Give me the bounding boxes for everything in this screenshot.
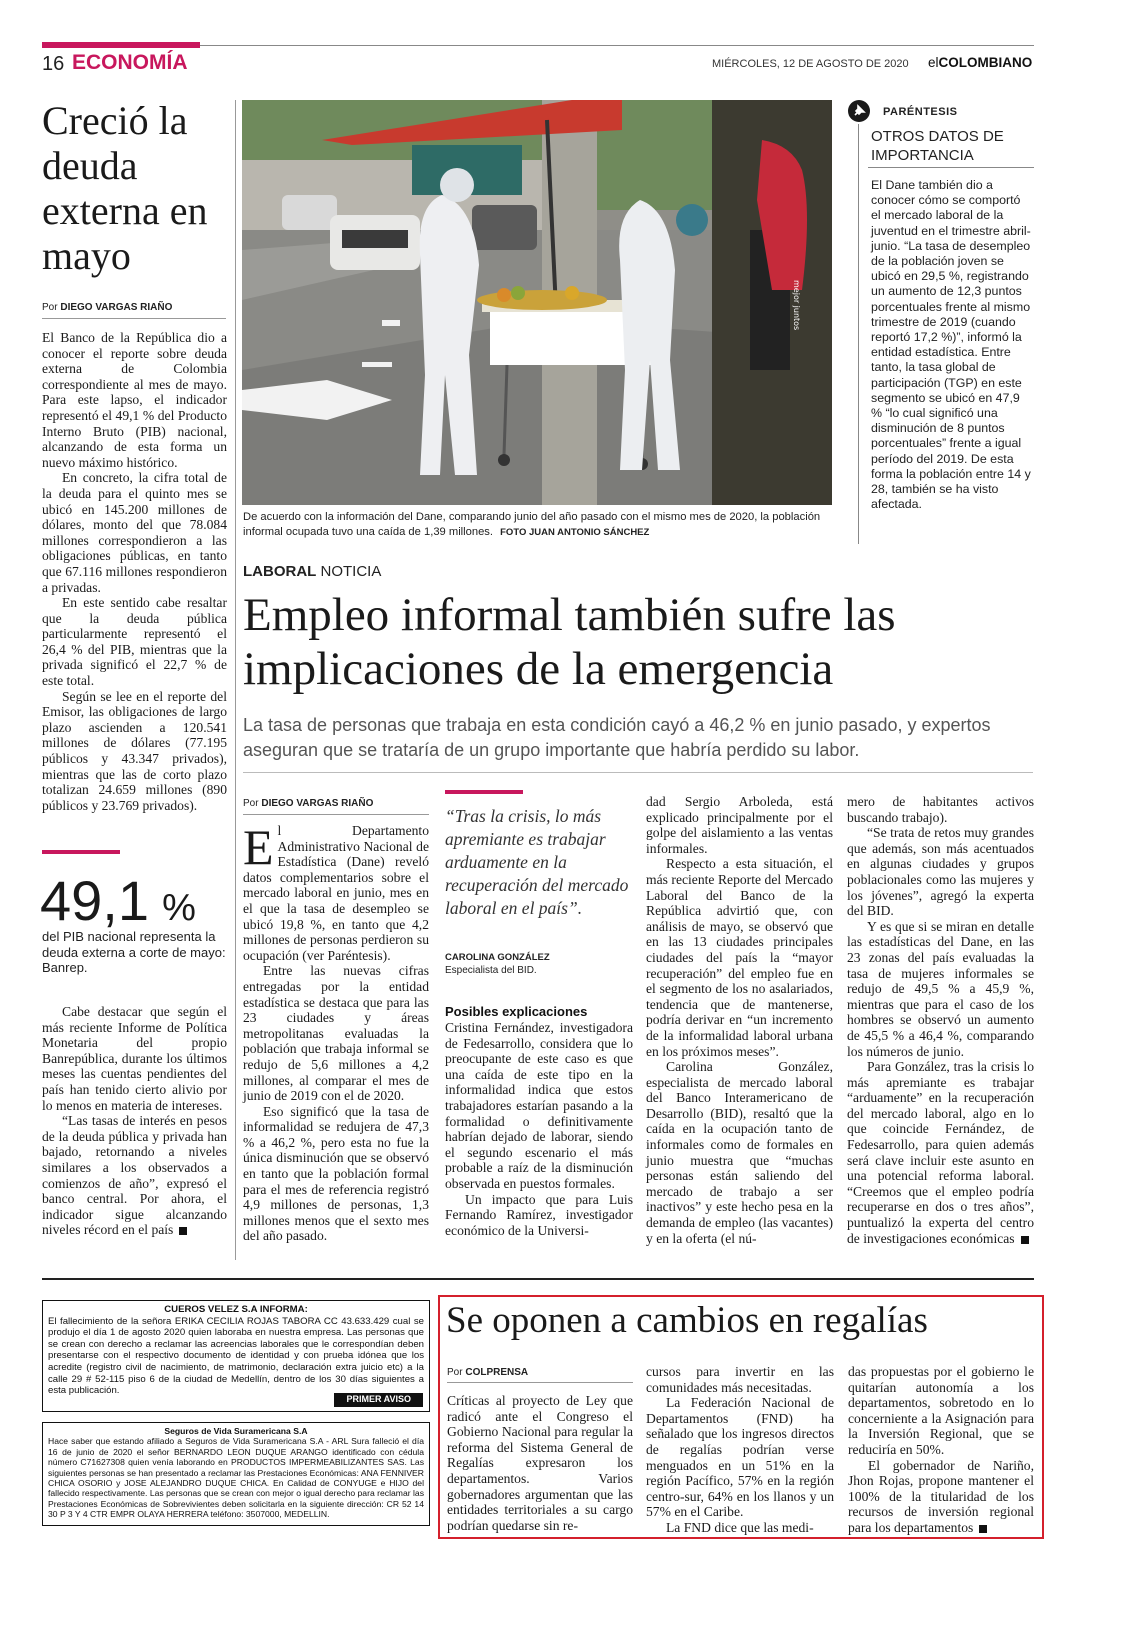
notice-text: El fallecimiento de la señora ERIKA CECILIA ROJAS TABORA CC 43.633.429 cual se produjo el día 1 de agosto 2020 quien laboraba en nuestra empresa. Las personas que se crean con derecho a reclamar las acreencias laborales que le correspondían deben presentarse con el respectivo documento de identidad y con prueba idónea que los acredite (registro civil de nacimiento, de matrimonio, declaración extra juicio etc) a la calle 29 # 52-115 piso 6 de la ciudad de Medellín, dentro de los 30 días siguientes a esta publicación. bbox=[48, 1315, 424, 1397]
news-photo bbox=[242, 100, 832, 505]
quote-author: CAROLINA GONZÁLEZ bbox=[445, 952, 550, 963]
paragraph: La Federación Nacional de Departamentos (FND) ha señalado que los ingresos directos de regalías podrían verse menguados en un 51% en la región Pacífico, 57% en la región centro-sur, 64% en los llanos y un 57% en el Caribe. bbox=[646, 1395, 834, 1520]
paragraph: Entre las nuevas cifras entregadas por la entidad estadística se destaca que para las 23 ciudades y áreas metropolitanas evaluadas la población que trabaja informal se redujo de 5,6 millones a 4,2 millones, al comparar el mes de junio de 2019 con el de 2020. bbox=[243, 963, 429, 1104]
end-mark bbox=[179, 1227, 187, 1235]
main-deck: La tasa de personas que trabaja en esta condición cayó a 46,2 % en junio pasado, y expertos aseguran que se trataría de un grupo importante que habría perdido su labor. bbox=[243, 715, 991, 760]
paragraph: Y es que si se miran en detalle las estadísticas del Dane, en las 23 zonas del país evaluadas la tasa de mujeres informales se redujo de 49,5 % a 45,9 %, mientras que para el caso de los hombres se observó un aumento de 45,5 % a 46,4 %, comparando los números de junio. bbox=[847, 918, 1034, 1059]
main-col-2 bbox=[445, 1020, 633, 1238]
paragraph: dad Sergio Arboleda, está explicado principalmente por el golpe del aislamiento a las ventas informales. bbox=[646, 794, 833, 856]
subhead: Posibles explicaciones bbox=[445, 1004, 588, 1019]
brand-name: COLOMBIANO bbox=[938, 55, 1033, 70]
main-byline bbox=[243, 798, 373, 809]
main-col-1 bbox=[243, 819, 429, 1244]
paragraph: La FND dice que las medi- bbox=[666, 1519, 814, 1535]
stat-caption: del PIB nacional representa la deuda externa a corte de mayo: Banrep. bbox=[42, 929, 226, 975]
main-headline: Empleo informal también sufre las implicaciones de la emergencia bbox=[243, 589, 896, 695]
notice-title: CUEROS VELEZ S.A INFORMA: bbox=[164, 1304, 308, 1315]
main-col-3 bbox=[646, 794, 833, 1246]
paragraph: mero de habitantes activos buscando trabajo). bbox=[847, 794, 1034, 825]
box-col-3 bbox=[848, 1364, 1034, 1536]
paragraph: Críticas al proyecto de Ley que radicó ante el Congreso el Gobierno Nacional para regular la reforma del Sistema General de Regalías expresaron los departamentos. Varios gobernadores argumentan que las entidades territoriales a su cargo podrían quedarse sin re- bbox=[447, 1393, 633, 1533]
byline-name: DIEGO VARGAS RIAÑO bbox=[60, 302, 173, 313]
paragraph: En este sentido cabe resaltar que la deuda pública particularmente representó el 26,4 % del PIB, mientras que la privada significó el 22,7 % de este total. bbox=[42, 595, 227, 689]
paragraph bbox=[848, 1458, 1034, 1536]
paragraph-text: l Departamento Administrativo Nacional de Estadística (Dane) reveló datos complementarios sobre el mercado laboral en junio, mes en el que la tasa de desempleo se ubicó 19,8 %, en tanto que 4,2 millones de personas perdieron su ocupación (ver Paréntesis). bbox=[243, 823, 429, 963]
paragraph: Eso significó que la tasa de informalidad se redujera de 47,3 % a 46,2 %, pero esta no fue la única disminución que se observó en tanto que la población formal para el mes de referencia registró 4,9 millones de personas, 1,3 millones menos que el sexto mes del año pasado. bbox=[243, 1103, 429, 1244]
issue-date: MIÉRCOLES, 12 DE AGOSTO DE 2020 bbox=[712, 58, 909, 70]
notice-tag: PRIMER AVISO bbox=[334, 1393, 423, 1407]
main-byline-rule bbox=[243, 814, 429, 815]
paragraph: En concreto, la cifra total de la deuda para el quinto mes se ubicó en 145.200 millones de dólares, monto del que 78.084 millones correspondieron a las obligaciones públicas, en tanto que 67.116 millones respondieron a privadas. bbox=[42, 470, 227, 595]
paragraph: Según se lee en el reporte del Emisor, las obligaciones de largo plazo ascienden a 120.541 millones de dólares (77.195 públicos y 43.347 privados), mientras que las de corto plazo totalizan 24.659 millones (890 públicos y 23.769 privados). bbox=[42, 688, 227, 813]
pushpin-icon bbox=[848, 100, 870, 122]
box-byline-rule bbox=[447, 1382, 633, 1383]
paragraph: das propuestas por el gobierno le quitarían autonomía a los departamentos, sobretodo en lo concerniente a la Asignación para la Inversión Regional, que se reduciría en 50%. bbox=[848, 1364, 1034, 1457]
brand-prefix: el bbox=[928, 55, 939, 70]
paragraph bbox=[847, 1059, 1034, 1246]
left-body-2 bbox=[42, 1004, 227, 1238]
photo-caption bbox=[243, 510, 833, 540]
main-col-4 bbox=[847, 794, 1034, 1246]
paragraph bbox=[42, 1113, 227, 1238]
left-byline bbox=[42, 302, 172, 313]
paragraph: Un impacto que para Luis Fernando Ramírez, investigador económico de la Universi- bbox=[445, 1191, 633, 1238]
header-rule bbox=[200, 45, 1034, 46]
notice-seguros-sura bbox=[42, 1422, 430, 1526]
quote-role: Especialista del BID. bbox=[445, 965, 537, 976]
quote-accent-bar bbox=[445, 790, 523, 794]
paragraph-text: “Las tasas de interés en pesos de la deuda pública y privada han bajado, retornando a niveles similares a los observados a comienzos de año”, expresó el banco central. Por ahora, el indicador sigue alcanzando niveles récord en el país bbox=[42, 1113, 227, 1238]
kicker-bold: LABORAL bbox=[243, 563, 317, 580]
left-headline: Creció la deuda externa en mayo bbox=[42, 98, 208, 278]
pull-quote: “Tras la crisis, lo más apremiante es trabajar arduamente en la recuperación del mercado laboral en el país”. bbox=[445, 806, 629, 918]
sidebar-title: OTROS DATOS DE IMPORTANCIA bbox=[871, 128, 1004, 164]
bottom-section-rule bbox=[42, 1278, 1034, 1280]
stat-accent-bar bbox=[42, 850, 120, 854]
notice-title: Seguros de Vida Suramericana S.A bbox=[164, 1426, 308, 1436]
paragraph: Respecto a esta situación, el más reciente Reporte del Mercado Laboral del Banco de la República advirtió que, con análisis de mayo, se observó que en las 13 ciudades principales ciudades del país la “mayor recuperación” del empleo fue en el segmento de los no asalariados, tendencia que de mantenerse, podría derivar en “un incremento de la informalidad laboral urbana en los próximos meses”. bbox=[646, 856, 833, 1059]
paragraph: Carolina González, especialista de mercado laboral del Banco Interamericano de Desarrollo (BID), resaltó que la caída en la ocupación tanto de informales como de formales en junio muestra que “muchas personas están saliendo del mercado de trabajo a ser inactivos” y este hecho pesa en la demanda de empleo (las vacantes) y en la oferta (el nú- bbox=[646, 1059, 833, 1246]
sidebar-vline bbox=[858, 124, 859, 544]
stat-unit: % bbox=[162, 887, 196, 929]
dropcap: E bbox=[243, 819, 274, 875]
page-number: 16 bbox=[42, 53, 65, 75]
sidebar-title-rule bbox=[868, 167, 1034, 168]
notice-text: Hace saber que estando afiliado a Seguros de Vida Suramericana S.A - ARL Sura falleció el día 16 de junio de 2020 el señor BERNARDO LEON DUQUE ARANGO identificado con cédula número C71627308 quien venía laborando en PRODUCTOS IMPERMEABILIZANTES SAS. Las siguientes personas se han presentado a reclamar las Prestaciones Económicas: ANA FENNIVER CHICA OSORIO y JOSE ALEJANDRO DUQUE CHICA. En Calidad de CONYUGE e HIJO del fallecido respectivamente. Las personas que se crean con mejor o igual derecho para reclamar las Prestaciones Económicas de Sobrevivientes deben solicitarla en la siguiente dirección: CR 52 14 30 P 3 Y 4 CTR EMPR OLAYA HERRERA teléfono: 3507000, MEDELLIN. bbox=[48, 1436, 424, 1520]
byline-name: DIEGO VARGAS RIAÑO bbox=[261, 798, 374, 809]
byline-prefix: Por bbox=[447, 1367, 463, 1378]
box-headline: Se oponen a cambios en regalías bbox=[446, 1300, 928, 1341]
end-mark bbox=[1021, 1236, 1029, 1244]
left-body bbox=[42, 330, 227, 813]
paragraph: Cristina Fernández, investigadora de Fedesarrollo, considera que lo preocupante de este caso es que una caída de este tipo en la informalidad indica que estos trabajadores estarían pasando a la formalidad o definitivamente habrían dejado de laborar, siendo el segundo escenario el más probable a raíz de la disminución observada en puestos formales. bbox=[445, 1020, 633, 1191]
byline-name: COLPRENSA bbox=[465, 1367, 529, 1378]
photo-credit: FOTO JUAN ANTONIO SÁNCHEZ bbox=[500, 526, 650, 538]
paragraph: Cabe destacar que según el más reciente Informe de Política Monetaria del propio Banrepública, durante los últimos meses las cuentas pendientes del país han tenido cierto alivio por lo menos en materia de intereses. bbox=[42, 1004, 227, 1113]
left-byline-rule bbox=[42, 318, 226, 319]
stat-value: 49,1 bbox=[40, 869, 149, 932]
photo-illustration bbox=[242, 100, 832, 505]
end-mark bbox=[979, 1525, 987, 1533]
box-byline bbox=[447, 1367, 528, 1378]
column-divider bbox=[235, 100, 236, 1260]
section-accent-bar bbox=[42, 42, 200, 48]
byline-prefix: Por bbox=[42, 302, 58, 313]
box-col-2 bbox=[646, 1364, 834, 1536]
deck-rule bbox=[243, 772, 1033, 773]
paragraph-text: El gobernador de Nariño, Jhon Rojas, propone mantener el 100% de la titularidad de los recursos de inversión regional para los departamentos bbox=[848, 1457, 1034, 1535]
photo-sign-text: mejor juntos bbox=[792, 280, 801, 331]
caption-text: De acuerdo con la información del Dane, comparando junio del año pasado con el mismo mes de 2020, la población informal ocupada tuvo una caída de 1,39 millones. bbox=[243, 511, 821, 538]
paragraph: El Banco de la República dio a conocer el reporte sobre deuda externa de Colombia correspondiente al mes de mayo. Para este lapso, el indicador representó el 49,1 % del Producto Interno Bruto (PIB) nacional, alcanzando de esta forma un nuevo máximo histórico. bbox=[42, 330, 227, 470]
paragraph: cursos para invertir en las comunidades más necesitadas. bbox=[646, 1364, 834, 1395]
kicker-light: NOTICIA bbox=[320, 563, 382, 580]
brand-logo bbox=[928, 55, 1032, 70]
paragraph bbox=[243, 819, 429, 963]
box-col-1 bbox=[447, 1393, 633, 1533]
notice-cueros-velez bbox=[42, 1300, 430, 1412]
big-stat bbox=[40, 868, 196, 933]
paragraph: “Se trata de retos muy grandes que además, son más acentuados en algunas ciudades y grupos poblacionales como las mujeres y los jóvenes”, agregó la experta del BID. bbox=[847, 825, 1034, 919]
section-name: ECONOMÍA bbox=[72, 51, 188, 74]
sidebar-label: PARÉNTESIS bbox=[883, 106, 958, 118]
paragraph-text: Para González, tras la crisis lo más apremiante es trabajar “arduamente” en la recuperación del mercado laboral, algo en lo que coincide Fernández, de Fedesarrollo, para quien además será clave incluir este asunto en una potencial reforma laboral. “Creemos que el empleo podría recuperarse en dos o tres años”, puntualizó la experta del centro de investigaciones económicas bbox=[847, 1059, 1034, 1246]
byline-prefix: Por bbox=[243, 798, 259, 809]
sidebar-text: El Dane también dio a conocer cómo se comportó el mercado laboral de la juventud en el trimestre abril-junio. “La tasa de desempleo de la población joven se ubicó en 29,5 %, registrando un aumento de 12,3 puntos porcentuales frente al mismo trimestre de 2019 (cuando reportó 17,2 %)”, informó la entidad estadística. Entre tanto, la tasa global de participación (TGP) en este segmento se ubicó en 47,9 % “lo cual significó una disminución de 8 puntos porcentuales” frente a igual período del 2019. De esta forma la población entre 14 y 28, también se ha visto afectada. bbox=[871, 178, 1031, 512]
main-kicker bbox=[243, 563, 381, 580]
